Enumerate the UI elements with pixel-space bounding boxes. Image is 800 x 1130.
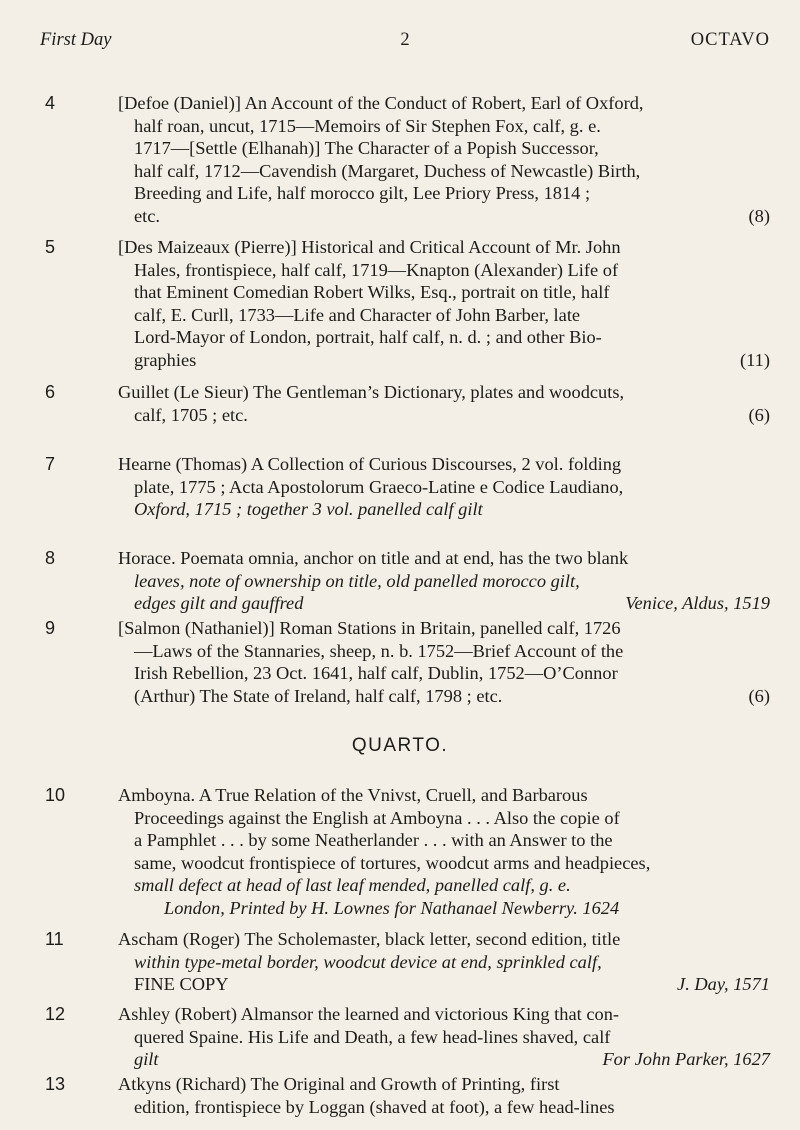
lot-description [118,928,770,996]
lot-line: [Defoe (Daniel)] An Account of the Conduct of Robert, Earl of Oxford, [118,93,644,113]
lot-description [118,784,770,920]
lot-line: [Salmon (Nathaniel)] Roman Stations in Britain, panelled calf, 1726 [118,618,621,638]
lot-description [118,236,770,372]
lot-line: gilt [134,1049,159,1070]
lot-description [118,1073,770,1118]
lot-line: Ashley (Robert) Almansor the learned and victorious King that con- [118,1004,620,1024]
lot-entry [45,453,770,521]
lot-line: calf, 1705 ; etc. [134,404,248,425]
lot-line: Proceedings against the English at Amboyna . . . Also the copie of [134,807,620,828]
lot-line: half calf, 1712—Cavendish (Margaret, Duchess of Newcastle) Birth, [134,160,641,181]
lot-number: 10 [45,785,66,805]
lot-description [118,617,770,707]
lot-entry [45,928,770,996]
lot-entry [45,92,770,228]
lot-line: Lord-Mayor of London, portrait, half calf, n. d. ; and other Bio- [134,327,602,348]
lot-line: —Laws of the Stannaries, sheep, n. b. 1752—Brief Account of the [134,640,624,661]
lot-entry [45,1073,770,1118]
lot-count: (6) [748,685,770,706]
header-format: OCTAVO [690,30,770,50]
lot-entry [45,381,770,426]
lot-line: Ascham (Roger) The Scholemaster, black letter, second edition, title [118,929,621,949]
lot-entry [45,547,770,615]
lot-description [118,381,770,426]
lot-number: 4 [45,93,56,113]
lot-number: 11 [45,929,64,949]
lot-line: small defect at head of last leaf mended, panelled calf, g. e. [134,875,571,896]
lot-line: 1717—[Settle (Elhanah)] The Character of a Popish Successor, [134,138,599,159]
lot-line: within type-metal border, woodcut device at end, sprinkled calf, [134,951,602,972]
lot-description [118,453,770,521]
lot-line: Oxford, 1715 ; together 3 vol. panelled calf gilt [134,499,483,520]
lot-line: Guillet (Le Sieur) The Gentleman’s Dictionary, plates and woodcuts, [118,382,625,402]
header-page-number: 2 [400,30,410,50]
lot-line: edges gilt and gauffred [134,593,304,614]
lot-line: that Eminent Comedian Robert Wilks, Esq., portrait on title, half [134,282,610,303]
lot-line: Irish Rebellion, 23 Oct. 1641, half calf, Dublin, 1752—O’Connor [134,663,618,684]
lot-line: leaves, note of ownership on title, old panelled morocco gilt, [134,570,580,591]
lot-entry [45,617,770,707]
page-header [40,30,770,56]
lot-number: 6 [45,382,56,402]
lot-description [118,1003,770,1071]
header-day: First Day [40,30,112,50]
lot-line: calf, E. Curll, 1733—Life and Character of John Barber, late [134,304,581,325]
lot-entry [45,784,770,920]
lot-entry [45,236,770,372]
lot-imprint: London, Printed by H. Lownes for Nathanael Newberry. 1624 [164,897,620,918]
lot-line: same, woodcut frontispiece of tortures, woodcut arms and headpieces, [134,852,651,873]
lot-line: Horace. Poemata omnia, anchor on title and at end, has the two blank [118,548,629,568]
lot-number: 7 [45,454,56,474]
lot-description [118,92,770,228]
lot-number: 12 [45,1004,66,1024]
lot-line: Hales, frontispiece, half calf, 1719—Knapton (Alexander) Life of [134,259,619,280]
lot-line: etc. [134,205,161,226]
lot-line: Breeding and Life, half morocco gilt, Lee Priory Press, 1814 ; [134,183,591,204]
section-heading: QUARTO. [351,735,449,756]
lot-line: Amboyna. A True Relation of the Vnivst, Cruell, and Barbarous [118,785,588,805]
lot-entry [45,1003,770,1071]
lot-imprint: For John Parker, 1627 [602,1049,770,1070]
lot-line: plate, 1775 ; Acta Apostolorum Graeco-Latine e Codice Laudiano, [134,476,624,497]
lot-line: graphies [134,349,197,370]
lot-line: [Des Maizeaux (Pierre)] Historical and Critical Account of Mr. John [118,237,621,257]
lot-line: edition, frontispiece by Loggan (shaved at foot), a few head-lines [134,1096,615,1117]
lot-line: FINE COPY [134,974,229,995]
lot-number: 8 [45,548,56,568]
lot-count: (11) [740,349,770,370]
lot-line: quered Spaine. His Life and Death, a few head-lines shaved, calf [134,1026,611,1047]
lot-line: Atkyns (Richard) The Original and Growth of Printing, first [118,1074,560,1094]
lot-count: (8) [748,205,770,226]
lot-number: 5 [45,237,56,257]
lot-line: Hearne (Thomas) A Collection of Curious Discourses, 2 vol. folding [118,454,622,474]
lot-line: (Arthur) The State of Ireland, half calf, 1798 ; etc. [134,685,503,706]
lot-line: half roan, uncut, 1715—Memoirs of Sir Stephen Fox, calf, g. e. [134,115,601,136]
lot-count: (6) [748,404,770,425]
lot-imprint: J. Day, 1571 [677,974,770,995]
lot-imprint: Venice, Aldus, 1519 [625,593,770,614]
lot-number: 13 [45,1074,66,1094]
lot-line: a Pamphlet . . . by some Neatherlander . . . with an Answer to the [134,830,613,851]
lot-number: 9 [45,618,56,638]
lot-description [118,547,770,615]
